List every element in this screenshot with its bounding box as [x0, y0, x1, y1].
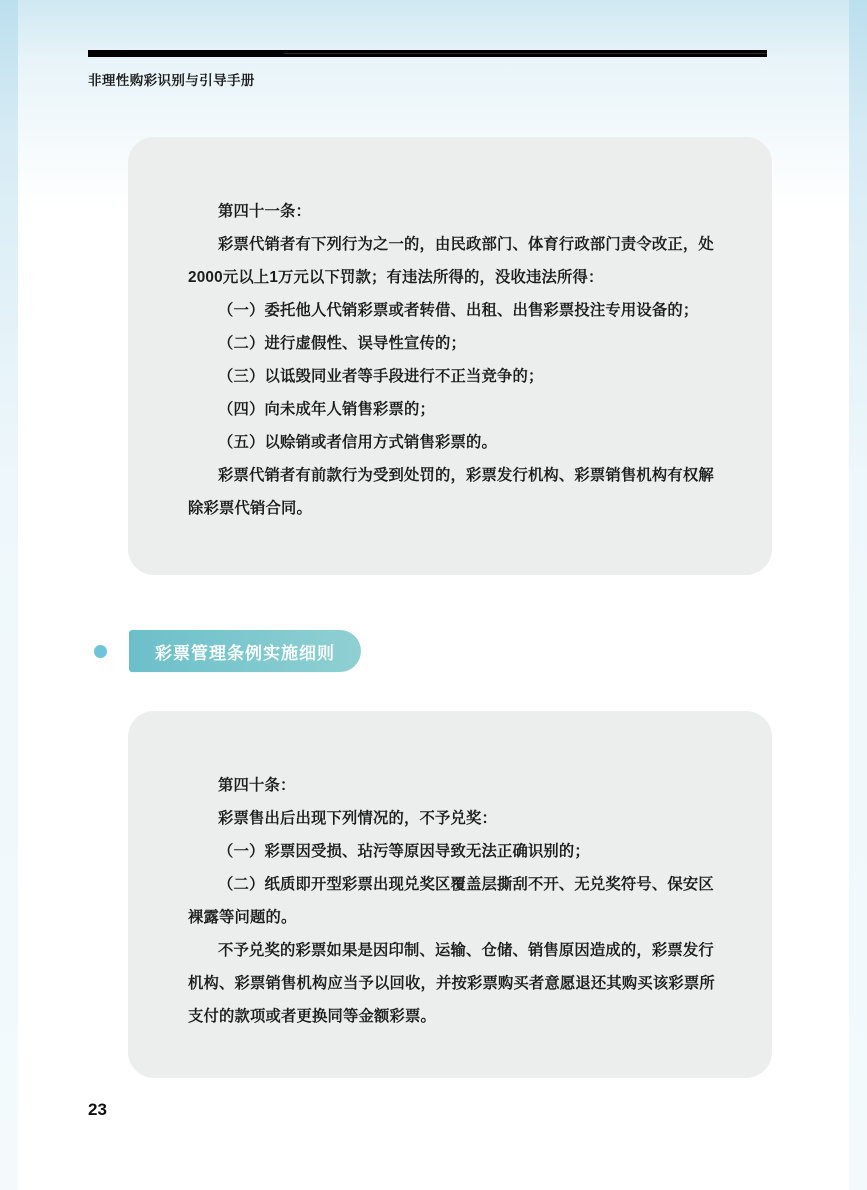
clause-closing-paragraph: 不予兑奖的彩票如果是因印制、运输、仓储、销售原因造成的，彩票发行机构、彩票销售机构应当予以回收，并按彩票购买者意愿退还其购买该彩票所支付的款项或者更换同等金额彩票。: [188, 942, 715, 1025]
clause-paragraph: 彩票售出后出现下列情况的，不予兑奖：: [218, 810, 497, 827]
page-header: [88, 50, 767, 89]
clause-paragraph: 彩票代销者有下列行为之一的，由民政部门、体育行政部门责令改正，处2000元以上1万元以下罚款；有违法所得的，没收违法所得：: [188, 236, 714, 286]
regulation-card-one: [128, 137, 772, 575]
header-divider-thick: [88, 50, 284, 57]
clause-item-5: （五）以赊销或者信用方式销售彩票的。: [218, 434, 497, 451]
clause-title: 第四十一条：: [218, 203, 311, 220]
clause-title: 第四十条：: [218, 777, 296, 794]
header-title: 非理性购彩识别与引导手册: [88, 73, 255, 88]
header-divider-thin: [284, 53, 767, 54]
clause-item-2: （二）纸质即开型彩票出现兑奖区覆盖层撕刮不开、无兑奖符号、保安区裸露等问题的。: [188, 876, 714, 926]
clause-item-4: （四）向未成年人销售彩票的；: [218, 401, 435, 418]
regulation-card-one-body: [188, 195, 718, 525]
clause-closing-paragraph: 彩票代销者有前款行为受到处罚的，彩票发行机构、彩票销售机构有权解除彩票代销合同。: [188, 467, 714, 517]
regulation-card-two-body: [188, 769, 718, 1033]
clause-item-2: （二）进行虚假性、误导性宣传的；: [218, 335, 466, 352]
section-heading: [94, 630, 361, 672]
section-heading-label: 彩票管理条例实施细则: [129, 630, 361, 672]
header-divider: [88, 50, 767, 57]
clause-item-1: （一）彩票因受损、玷污等原因导致无法正确识别的；: [218, 843, 590, 860]
clause-item-1: （一）委托他人代销彩票或者转借、出租、出售彩票投注专用设备的；: [218, 302, 699, 319]
regulation-card-two: [128, 711, 772, 1078]
bullet-dot-icon: [94, 645, 107, 658]
clause-item-3: （三）以诋毁同业者等手段进行不正当竞争的；: [218, 368, 544, 385]
page-number: 23: [88, 1100, 107, 1119]
